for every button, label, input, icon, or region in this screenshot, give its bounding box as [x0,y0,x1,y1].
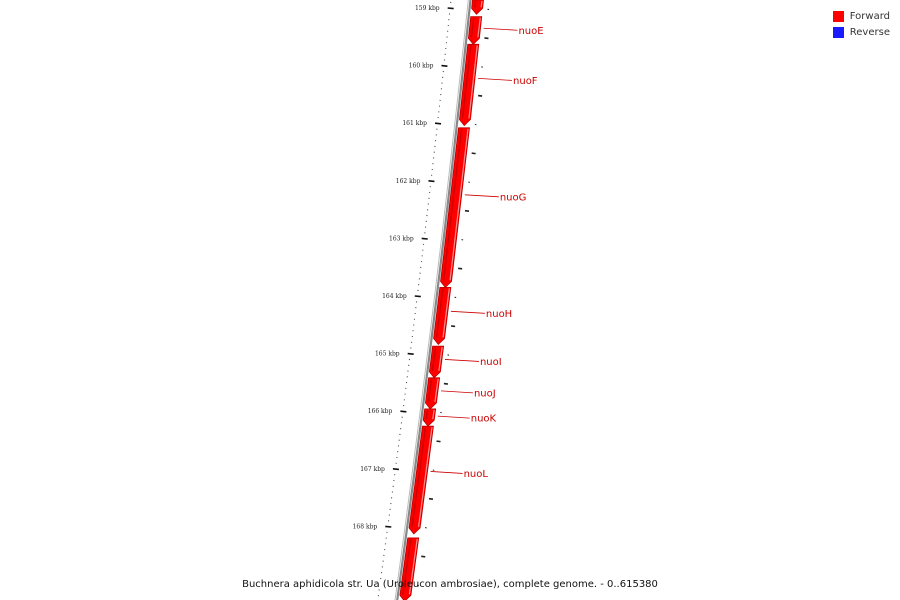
right-tick [429,499,433,500]
legend-item-reverse [833,24,890,40]
genome-caption: Buchnera aphidicola str. Ua (Uroleucon ambrosiae), complete genome. - 0..615380 [242,579,658,590]
right-tick [472,153,476,154]
gene-label[interactable]: nuoK [470,413,497,425]
gene-label-leader [451,311,485,313]
major-tick [448,8,454,9]
gene-label[interactable]: nuoG [499,192,527,204]
gene-nuoI[interactable] [429,346,443,378]
major-tick [441,66,447,67]
gene-label-leader [441,391,473,393]
right-tick [425,528,427,529]
gene-shade [475,1,476,7]
gene-label-leader [438,416,470,418]
reverse-swatch-icon [833,27,844,38]
tick-label: 164 kbp [382,293,407,300]
gene-label[interactable]: nuoE [518,25,544,37]
tick-label: 163 kbp [389,235,414,243]
right-tick [462,240,464,241]
right-tick [444,384,448,385]
forward-swatch-icon [833,11,844,22]
right-tick [437,441,441,442]
tick-label: 162 kbp [395,177,421,185]
gene-feature-0[interactable] [472,0,484,14]
tick-label: 161 kbp [402,120,428,128]
gene-label[interactable]: nuoH [485,308,513,320]
gene-label-leader [445,359,479,361]
gene-nuoJ[interactable] [425,378,439,409]
major-tick [435,123,441,124]
gene-label[interactable]: nuoJ [473,388,496,400]
right-tick [448,355,450,356]
tick-label: 167 kbp [360,465,385,473]
tick-label: 160 kbp [408,62,434,70]
right-tick [484,38,488,39]
right-tick [478,96,482,97]
right-tick [455,297,457,298]
right-tick [468,182,470,183]
major-tick [422,238,428,239]
backbone-shadow-line [394,0,468,600]
legend-label: Reverse [849,26,890,38]
right-tick [488,9,490,10]
right-tick [475,124,477,125]
gene-nuoE[interactable] [468,17,481,45]
right-tick [440,412,442,413]
major-tick [385,526,391,527]
major-tick [408,354,414,355]
right-tick [421,556,425,557]
right-tick [481,67,483,68]
legend [833,8,890,40]
legend-label: Forward [849,10,890,22]
gene-label-leader [483,28,517,30]
gene-label[interactable]: nuoL [463,468,488,480]
gene-nuoK[interactable] [423,409,435,426]
right-tick [451,326,455,327]
major-tick [393,469,399,470]
right-tick [465,211,469,212]
legend-item-forward [833,8,890,24]
tick-label: 159 kbp [414,5,440,12]
major-tick [400,411,406,412]
gene-label[interactable]: nuoI [479,356,502,368]
right-tick [458,268,462,269]
gene-label-leader [478,78,512,80]
tick-label: 166 kbp [367,408,393,416]
tick-label: 165 kbp [374,350,400,358]
tick-label: 168 kbp [352,523,378,531]
major-tick [415,296,421,297]
right-tick [433,470,435,471]
gene-label[interactable]: nuoF [513,75,538,87]
gene-label-leader [431,471,463,473]
major-tick [428,181,434,182]
gene-label-leader [465,195,499,197]
